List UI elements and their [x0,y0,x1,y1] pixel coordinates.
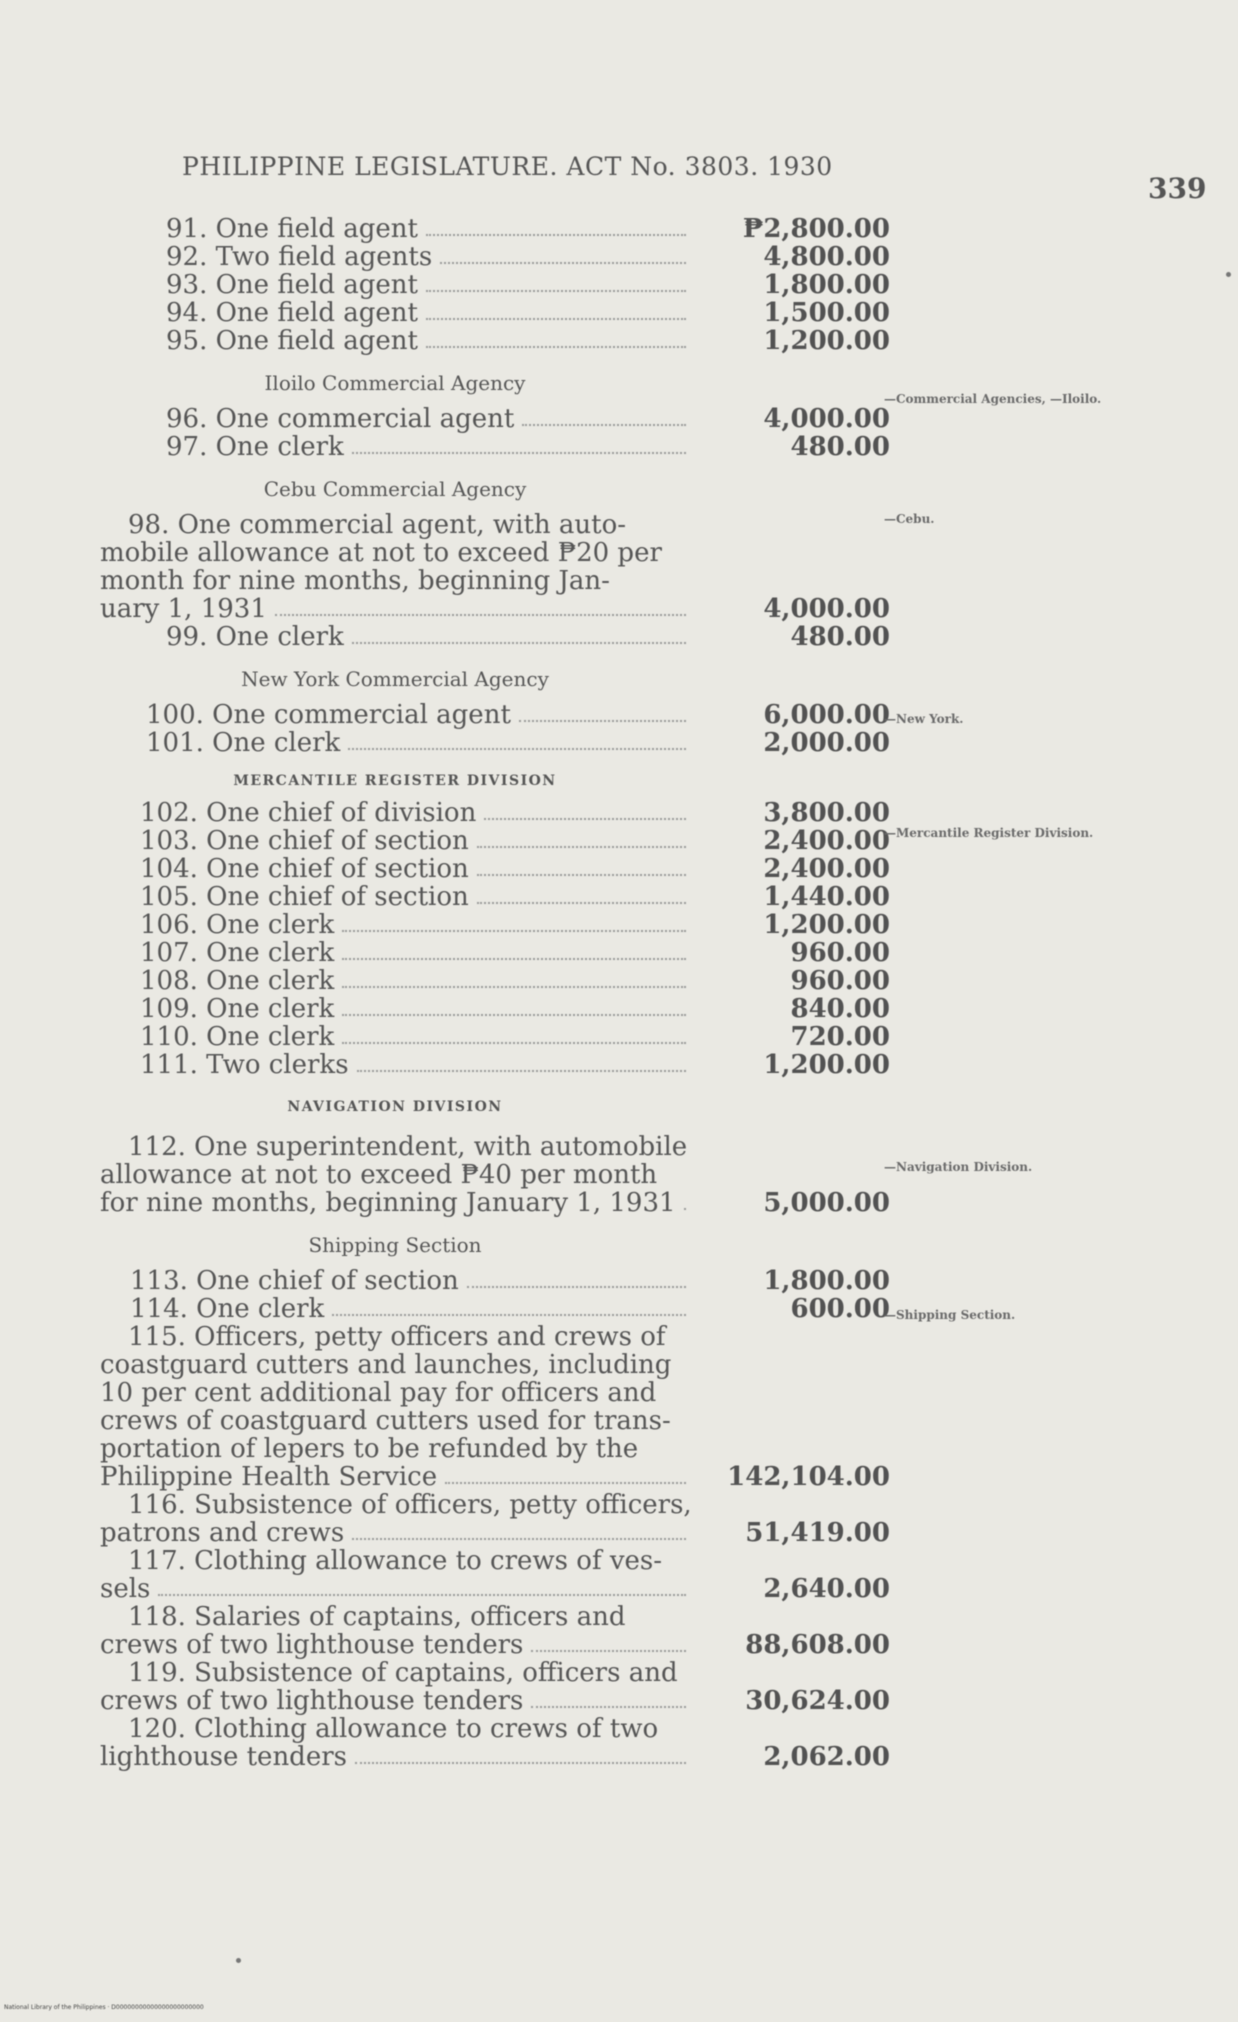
line-item-description [100,729,690,757]
item-text-line: patrons and crews [100,1518,345,1548]
iloilo-items [100,405,890,461]
side-note-navigation: —Navigation Division. [884,1160,1033,1174]
line-item-amount: 1,200.00 [763,1050,890,1080]
multiline-item [100,1547,890,1603]
navigation-item-112 [100,1133,890,1217]
line-item-description [100,701,690,729]
line-item-amount: 30,624.00 [745,1686,890,1716]
line-item [100,623,890,651]
item-text-line: mobile allowance at not to exceed ₱20 per [100,538,662,568]
dot-leader [352,452,686,454]
line-item-amount: 480.00 [790,622,890,652]
dot-leader [467,1286,686,1288]
line-item-label: 106. One clerk [140,910,335,940]
multiline-item [100,1603,890,1659]
item-text-line: 116. Subsistence of officers, petty officers, [128,1490,692,1520]
line-item-amount: 4,000.00 [763,594,890,624]
line-item-amount: 2,062.00 [763,1742,890,1772]
line-item-amount: 2,400.00 [763,826,890,856]
line-item [100,701,890,729]
line-item-label: 93. One field agent [166,270,419,300]
line-item-amount: 2,400.00 [763,854,890,884]
multiline-item-text [100,1715,690,1771]
dot-leader [426,346,686,348]
line-item-amount: 2,000.00 [763,728,890,758]
cebu-heading: Cebu Commercial Agency [263,477,527,501]
line-item-description [100,623,690,651]
header-title: PHILIPPINE LEGISLATURE. ACT No. 3803. 1930 [182,152,833,181]
line-item-amount: 142,104.00 [727,1462,890,1492]
dot-leader [275,614,686,616]
line-item-description [100,1023,690,1051]
side-note-iloilo: —Commercial Agencies, —Iloilo. [884,392,1102,406]
line-item-description [100,995,690,1023]
mercantile-heading: MERCANTILE REGISTER DIVISION [233,773,557,789]
dot-leader [522,424,686,426]
line-item-amount: 480.00 [790,432,890,462]
line-item-label: 114. One clerk [130,1294,325,1324]
line-item-amount: 88,608.00 [745,1630,890,1660]
item-text-line: sels [100,1574,151,1604]
multiline-item [100,1133,890,1217]
dot-leader [426,290,686,292]
shipping-multiline-items [100,1323,890,1771]
item-text-line: portation of lepers to be refunded by the [100,1434,639,1464]
multiline-item-text [100,1323,690,1491]
line-item [100,1023,890,1051]
line-item [100,299,890,327]
scan-footer: National Library of the Philippines · D00000000000000000000000 [4,2004,204,2011]
dot-leader [342,930,686,932]
line-item-label: 105. One chief of section [140,882,469,912]
line-item [100,271,890,299]
multiline-item [100,1491,890,1547]
appropriation-list [100,215,890,1771]
line-item-label: 103. One chief of section [140,826,469,856]
dot-leader [445,1482,686,1484]
line-item-description [100,827,690,855]
dot-leader [342,958,686,960]
running-header [0,152,1238,205]
line-item-amount: 5,000.00 [763,1188,890,1218]
item-text-line: uary 1, 1931 [100,594,267,624]
line-item-description [100,1267,690,1295]
line-item-amount: 3,800.00 [763,798,890,828]
side-note-mercantile: —Mercantile Register Division. [884,826,1094,840]
speck-mark [236,1958,241,1963]
line-item-description [100,327,690,355]
line-item-label: 96. One commercial agent [166,404,515,434]
item-text-line: 10 per cent additional pay for officers and [100,1378,657,1408]
dot-leader [484,818,686,820]
line-item-amount: 600.00 [790,1294,890,1324]
dot-leader [342,1042,686,1044]
line-item [100,327,890,355]
line-item [100,883,890,911]
item-text-line: for nine months, beginning January 1, 1931 [100,1188,676,1218]
item-text-line: Philippine Health Service [100,1462,438,1492]
line-item-label: 101. One clerk [146,728,341,758]
line-item-description [100,243,690,271]
multiline-item [100,1659,890,1715]
line-item-description [100,405,690,433]
cebu-item-98 [100,511,890,623]
dot-leader [477,874,686,876]
line-item [100,855,890,883]
line-item-description [100,799,690,827]
item-text-line: lighthouse tenders [100,1742,347,1772]
line-item-amount: 6,000.00 [763,700,890,730]
dot-leader [684,1208,686,1210]
line-item-amount: 960.00 [790,966,890,996]
dot-leader [519,720,686,722]
multiline-item-text [100,1659,690,1715]
line-item-label: 97. One clerk [166,432,344,462]
line-item [100,1051,890,1079]
line-item-label: 109. One clerk [140,994,335,1024]
line-item [100,433,890,461]
item-text-line: crews of two lighthouse tenders [100,1630,524,1660]
line-item-label: 91. One field agent [166,214,419,244]
cebu-items [100,623,890,651]
item-text-line: 98. One commercial agent, with auto- [128,510,627,540]
iloilo-heading: Iloilo Commercial Agency [264,371,526,395]
line-item-description [100,271,690,299]
line-item-description [100,433,690,461]
item-text-line: 119. Subsistence of captains, officers and [128,1658,678,1688]
dot-leader [158,1594,686,1596]
multiline-item [100,1715,890,1771]
line-item-amount: 1,200.00 [763,910,890,940]
item-text-line: 117. Clothing allowance to crews of ves- [128,1546,663,1576]
line-item-label: 92. Two field agents [166,242,433,272]
dot-leader [352,642,686,644]
dot-leader [426,318,686,320]
line-item-amount: 4,800.00 [763,242,890,272]
line-item-amount: 720.00 [790,1022,890,1052]
item-text-line: crews of two lighthouse tenders [100,1686,524,1716]
dot-leader [357,1070,686,1072]
side-note-cebu: —Cebu. [884,512,935,526]
line-item-label: 99. One clerk [166,622,344,652]
dot-leader [342,986,686,988]
dot-leader [348,748,686,750]
item-text-line: allowance at not to exceed ₱40 per month [100,1160,658,1190]
line-item-amount: 2,640.00 [763,1574,890,1604]
line-item-description [100,911,690,939]
line-item-amount: 1,440.00 [763,882,890,912]
line-item-label: 108. One clerk [140,966,335,996]
dot-leader [531,1650,686,1652]
dot-leader [352,1538,686,1540]
multiline-item [100,1323,890,1491]
line-item [100,967,890,995]
line-item-label: 95. One field agent [166,326,419,356]
line-item-label: 110. One clerk [140,1022,335,1052]
line-item-description [100,215,690,243]
line-item-amount: 1,200.00 [763,326,890,356]
multiline-item-text [100,1603,690,1659]
newyork-heading: New York Commercial Agency [241,667,549,691]
dot-leader [332,1314,686,1316]
item-text-line: coastguard cutters and launches, including [100,1350,672,1380]
dot-leader [477,902,686,904]
speck-mark [1226,272,1231,277]
line-item-amount: 4,000.00 [763,404,890,434]
item-text-line: month for nine months, beginning Jan- [100,566,610,596]
line-item-description [100,939,690,967]
line-item-amount: 840.00 [790,994,890,1024]
line-item-description [100,883,690,911]
line-item [100,1267,890,1295]
dot-leader [426,234,686,236]
shipping-items [100,1267,890,1323]
side-note-shipping: —Shipping Section. [884,1308,1016,1322]
line-item [100,243,890,271]
line-item-description [100,855,690,883]
multiline-item-text [100,1133,690,1217]
line-item-description [100,299,690,327]
dot-leader [355,1762,686,1764]
item-text-line: crews of coastguard cutters used for trans- [100,1406,671,1436]
line-item-label: 107. One clerk [140,938,335,968]
item-text-line: 115. Officers, petty officers and crews of [128,1322,666,1352]
item-text-line: 112. One superintendent, with automobile [128,1132,688,1162]
field-agents-group [100,215,890,355]
line-item-amount: 51,419.00 [745,1518,890,1548]
line-item-amount: 960.00 [790,938,890,968]
line-item-description [100,967,690,995]
line-item-amount: 1,800.00 [763,270,890,300]
line-item-label: 102. One chief of division [140,798,477,828]
line-item-label: 113. One chief of section [130,1266,459,1296]
line-item [100,995,890,1023]
line-item-description [100,1051,690,1079]
line-item [100,405,890,433]
navigation-heading: NAVIGATION DIVISION [287,1099,503,1115]
multiline-item-text [100,1547,690,1603]
multiline-item-text [100,1491,690,1547]
page-number: 339 [1148,172,1207,205]
line-item-label: 94. One field agent [166,298,419,328]
line-item-label: 100. One commercial agent [146,700,511,730]
dot-leader [342,1014,686,1016]
multiline-item [100,511,890,623]
line-item [100,827,890,855]
shipping-heading: Shipping Section [308,1233,482,1257]
side-note-newyork: —New York. [884,712,964,726]
line-item [100,215,890,243]
mercantile-items [100,799,890,1079]
dot-leader [440,262,686,264]
line-item [100,939,890,967]
item-text-line: 120. Clothing allowance to crews of two [128,1714,659,1744]
line-item-label: 111. Two clerks [140,1050,349,1080]
newyork-items [100,701,890,757]
item-text-line: 118. Salaries of captains, officers and [128,1602,626,1632]
line-item [100,911,890,939]
line-item [100,1295,890,1323]
line-item [100,729,890,757]
line-item-amount: ₱2,800.00 [742,214,890,244]
line-item-amount: 1,500.00 [763,298,890,328]
multiline-item-text [100,511,690,623]
dot-leader [477,846,686,848]
line-item-label: 104. One chief of section [140,854,469,884]
line-item [100,799,890,827]
dot-leader [531,1706,686,1708]
line-item-description [100,1295,690,1323]
line-item-amount: 1,800.00 [763,1266,890,1296]
